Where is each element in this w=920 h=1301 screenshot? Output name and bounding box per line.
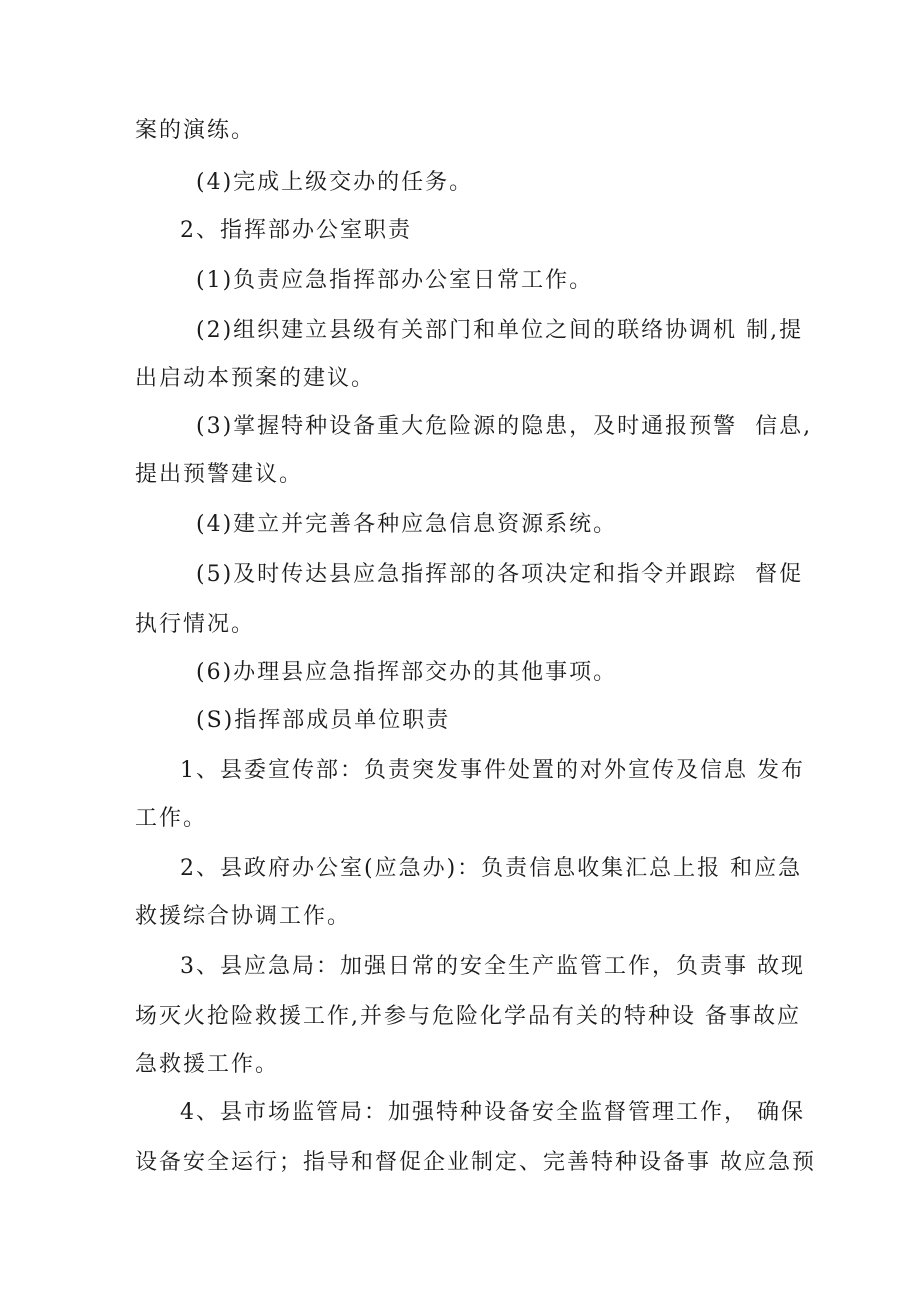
section-heading: (S)指挥部成员单位职责	[196, 708, 451, 733]
text-line: 场灭火抢险救援工作,并参与危险化学品有关的特种设 备事故应	[135, 1004, 801, 1029]
text-line: 提出预警建议。	[135, 462, 304, 487]
text-line: 设备安全运行；指导和督促企业制定、完善特种设备事 故应急预	[135, 1150, 816, 1175]
text-line: (1)负责应急指挥部办公室日常工作。	[196, 268, 594, 293]
text-line: 案的演练。	[135, 118, 256, 143]
text-line: (6)办理县应急指挥部交办的其他事项。	[196, 660, 618, 685]
text-line: 急救援工作。	[135, 1052, 280, 1077]
text-line: (4)完成上级交办的任务。	[196, 170, 474, 195]
text-line: 救援综合协调工作。	[135, 904, 352, 929]
text-line: (5)及时传达县应急指挥部的各项决定和指令并跟踪 督促	[196, 562, 804, 587]
text-line: 工作。	[135, 806, 208, 831]
text-line: (4)建立并完善各种应急信息资源系统。	[196, 512, 618, 537]
text-line: 执行情况。	[135, 612, 256, 637]
text-line: (2)组织建立县级有关部门和单位之间的联络协调机 制,提	[196, 318, 804, 343]
section-heading: 2、指挥部办公室职责	[180, 218, 412, 243]
text-line: 4、县市场监管局：加强特种设备安全监督管理工作， 确保	[180, 1100, 805, 1125]
text-line: 3、县应急局：加强日常的安全生产监管工作，负责事 故现	[180, 954, 805, 979]
text-line: 出启动本预案的建议。	[135, 366, 376, 391]
text-line: (3)掌握特种设备重大危险源的隐患，及时通报预警 信息,	[196, 414, 813, 439]
text-line: 2、县政府办公室(应急办)：负责信息收集汇总上报 和应急	[180, 856, 803, 881]
text-line: 1、县委宣传部：负责突发事件处置的对外宣传及信息 发布	[180, 758, 805, 783]
